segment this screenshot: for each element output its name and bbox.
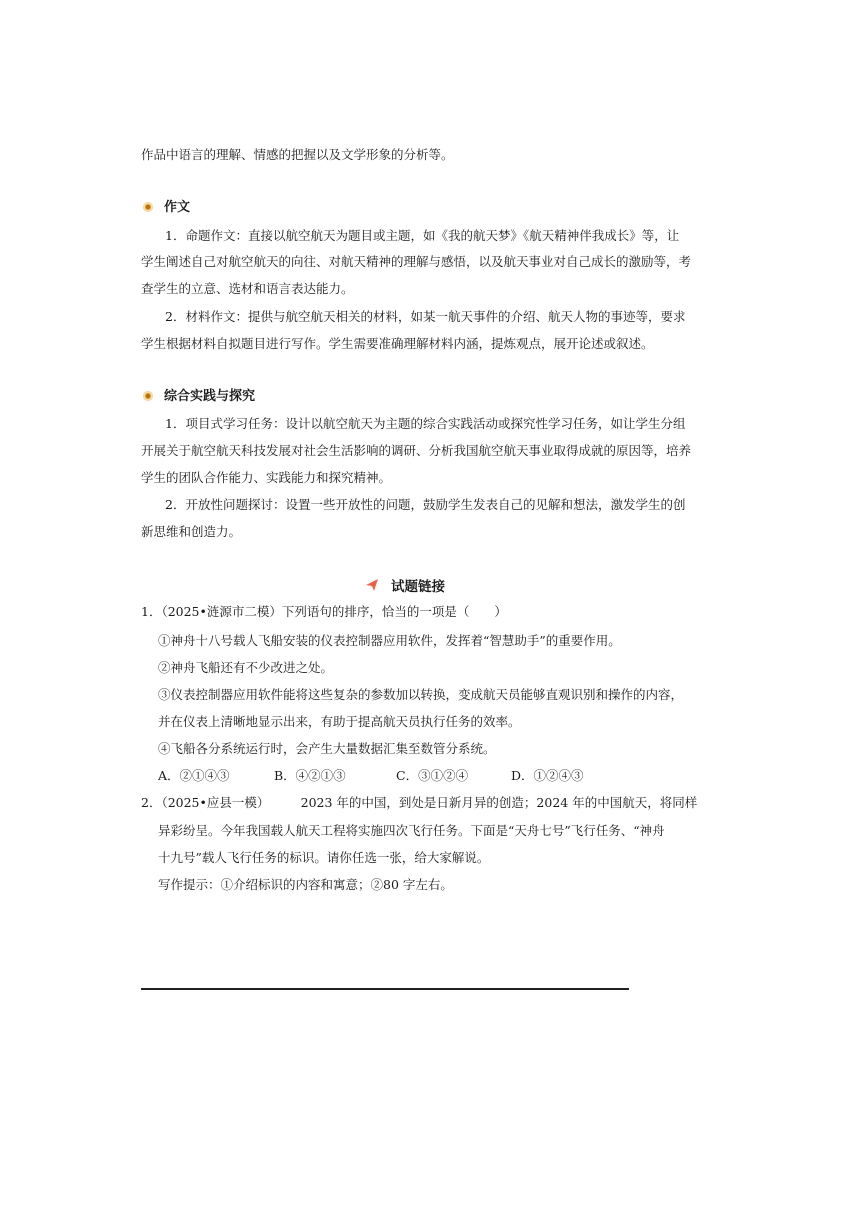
option-b[interactable]: B．④②①③ bbox=[274, 768, 346, 783]
essay-line: 学生阐述自己对航空航天的向往、对航天精神的理解与感悟，以及航天事业对自己成长的激励等，考 bbox=[141, 254, 692, 269]
answer-line bbox=[141, 988, 629, 990]
orange-bullet-icon bbox=[143, 202, 153, 212]
section-title-links: 试题链接 bbox=[391, 579, 445, 595]
question-sentence: ③仪表控制器应用软件能将这些复杂的参数加以转换，变成航天员能够直观识别和操作的内容， bbox=[158, 687, 684, 702]
writing-hint: 写作提示：①介绍标识的内容和寓意；②80 字左右。 bbox=[158, 877, 453, 892]
option-a[interactable]: A．②①④③ bbox=[158, 768, 230, 783]
question-sentence: ④飞船各分系统运行时，会产生大量数据汇集至数管分系统。 bbox=[158, 741, 496, 756]
section-title-practice: 综合实践与探究 bbox=[164, 389, 256, 404]
paper-plane-icon bbox=[365, 578, 379, 592]
question-sentence: 并在仪表上清晰地显示出来，有助于提高航天员执行任务的效率。 bbox=[158, 714, 521, 729]
practice-line: 开展关于航空航天科技发展对社会生活影响的调研、分析我国航空航天事业取得成就的原因等，培养 bbox=[141, 443, 692, 458]
practice-line: 新思维和创造力。 bbox=[141, 524, 242, 539]
practice-line: 学生的团队合作能力、实践能力和探究精神。 bbox=[141, 470, 392, 485]
essay-line: 学生根据材料自拟题目进行写作。学生需要准确理解材料内涵，提炼观点，展开论述或叙述。 bbox=[141, 336, 654, 351]
option-d[interactable]: D．①②④③ bbox=[511, 768, 584, 783]
orange-bullet-icon bbox=[143, 391, 153, 401]
question-sentence: ②神舟飞船还有不少改进之处。 bbox=[158, 660, 334, 675]
practice-line: 1．项目式学习任务：设计以航空航天为主题的综合实践活动或探究性学习任务，如让学生分组 bbox=[165, 416, 686, 431]
question-text: 十九号”载人飞行任务的标识。请你任选一张，给大家解说。 bbox=[158, 850, 490, 865]
essay-line: 查学生的立意、选材和语言表达能力。 bbox=[141, 281, 354, 296]
question-sentence: ①神舟十八号载人飞船安装的仪表控制器应用软件，发挥着“智慧助手”的重要作用。 bbox=[158, 633, 621, 648]
section-title-essay: 作文 bbox=[164, 200, 191, 215]
intro-line: 作品中语言的理解、情感的把握以及文学形象的分析等。 bbox=[141, 147, 454, 162]
practice-line: 2．开放性问题探讨：设置一些开放性的问题，鼓励学生发表自己的见解和想法，激发学生的创 bbox=[165, 497, 686, 512]
question-stem: 2．（2025•应县一模） 2023 年的中国，到处是日新月异的创造；2024 年的中国航天，将同样 bbox=[141, 795, 698, 810]
essay-line: 2．材料作文：提供与航空航天相关的材料，如某一航天事件的介绍、航天人物的事迹等，要求 bbox=[165, 309, 686, 324]
option-c[interactable]: C．③①②④ bbox=[396, 768, 469, 783]
question-text: 异彩纷呈。今年我国载人航天工程将实施四次飞行任务。下面是“天舟七号”飞行任务、“神舟 bbox=[158, 823, 665, 838]
essay-line: 1．命题作文：直接以航空航天为题目或主题，如《我的航天梦》《航天精神伴我成长》等，让 bbox=[165, 228, 680, 243]
question-stem: 1．（2025•涟源市二模）下列语句的排序，恰当的一项是（ ） bbox=[141, 604, 507, 619]
